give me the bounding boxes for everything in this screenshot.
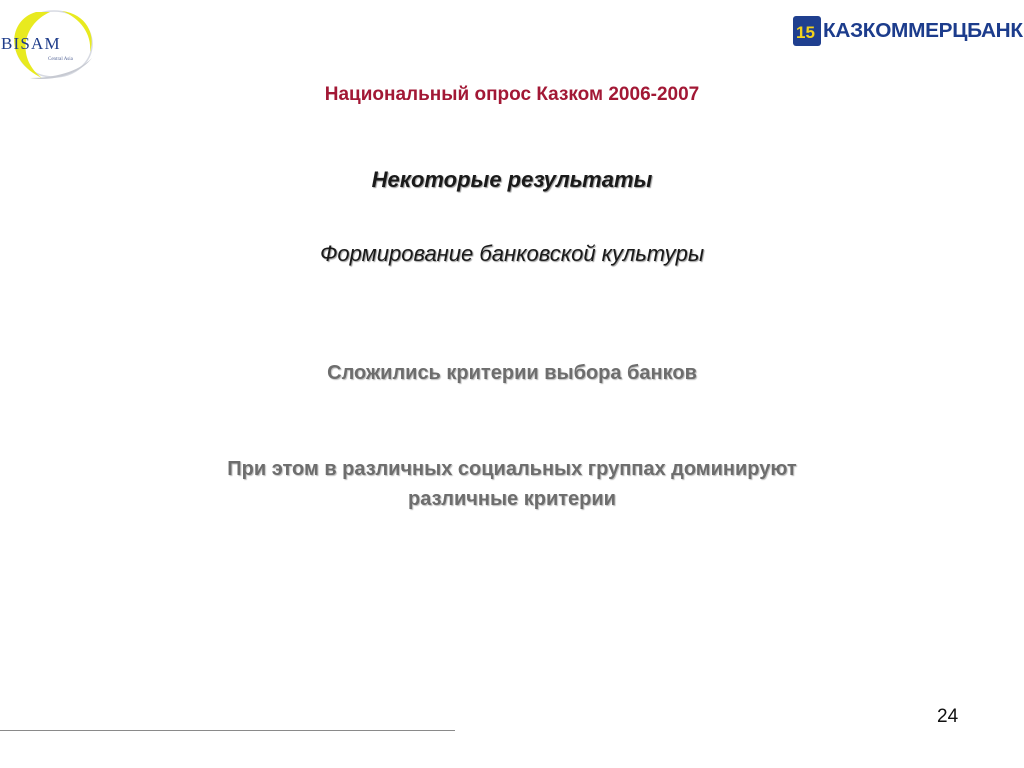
slide-point-2 [0, 454, 1024, 514]
kazkom-badge-icon [793, 16, 821, 46]
kazkom-badge-number: 15 [796, 23, 815, 42]
slide-point-2-text: При этом в различных социальных группах доминируют различные критерии [227, 458, 797, 510]
page-number: 24 [937, 706, 959, 727]
kazkommertsbank-logo [793, 14, 1023, 48]
bisam-logo-graphic [0, 8, 100, 80]
bisam-logo-name: BISAM [1, 34, 61, 53]
footer-divider [0, 730, 455, 731]
bisam-logo-tagline: Central Asia [48, 57, 73, 62]
slide-point-1: Сложились критерии выбора банков [327, 362, 697, 384]
slide-headline: Национальный опрос Казком 2006-2007 [324, 84, 700, 105]
slide-subtitle: Формирование банковской культуры [319, 241, 705, 266]
bisam-logo [0, 8, 100, 80]
kazkom-logo-name: КАЗКОММЕРЦБАНК [823, 19, 1023, 42]
slide-subtitle-bold: Некоторые результаты [371, 167, 653, 192]
